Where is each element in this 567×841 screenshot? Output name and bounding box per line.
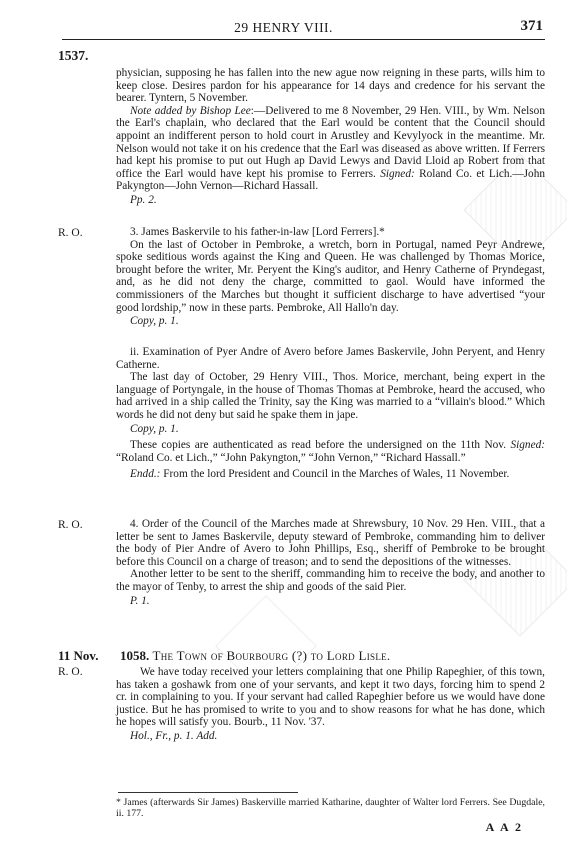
- running-title: 29 HENRY VIII.: [234, 20, 333, 35]
- item-paragraph: On the last of October in Pembroke, a wretch, born in Portugal, named Peyr Andrewe, spoke seditious words against the King and Queen. He was challenged by Thomas Morice, brought before the writer, Mr. Peryent the King's auditor, and Henry Catherne of Pryndegast, and, as he did not deny the charge, committed to gaol. Would have informed the commissioners of the Marches but thought it sufficient discharge to have advertised “your good lordship,” now in these parts. Pembroke, All Hallo'n day.: [116, 238, 545, 314]
- note-label: Note added by Bishop Lee: [130, 104, 251, 117]
- item-heading: 3. James Baskervile to his father-in-law [Lord Ferrers].*: [130, 226, 385, 238]
- signature-mark: A A 2: [485, 820, 523, 834]
- page-number: 371: [520, 18, 543, 34]
- entry-heading: [58, 648, 390, 664]
- holograph-note: Hol., Fr., p. 1. Add.: [130, 729, 218, 742]
- entry-title: The Town of Bourbourg (?) to Lord Lisle.: [152, 648, 391, 663]
- entry-number: 1058.: [120, 648, 150, 663]
- margin-ref: R. O.: [58, 666, 83, 678]
- entry-item-3: [116, 226, 545, 328]
- entry-continuation: [116, 67, 545, 207]
- margin-ref: R. O.: [58, 227, 83, 239]
- letter-paragraph: We have today received your letters complaining that one Philip Rapeghier, of this town, has taken a goshawk from one of your servants, and kept it two days, forcing him to spend 2 cr. in complaining to you. If your servant had called Rapeghier before us we would have done justice. But he has promised to write to you and to show reasons for what he has done, which he hopes will satisfy you. Bourb., 11 Nov. '37.: [116, 666, 545, 729]
- endorsement-note: [116, 468, 545, 481]
- pages-note: Pp. 2.: [130, 193, 157, 206]
- copy-note: Copy, p. 1.: [130, 422, 179, 435]
- signed-names: Roland Co. et Lich.—John Pakyngton—John Vernon—Richard Hassall.: [116, 167, 545, 193]
- item-paragraph: The last day of October, 29 Henry VIII., Thos. Morice, merchant, being expert in the language of Portyngale, in the house of Thomas Thomas at Pembroke, heard the accused, who had arrived in a ship called the Trinity, say the King was married to a “villain's blood.” Which words he did not deny but said he spake them in jape.: [116, 371, 545, 421]
- entry-date: 11 Nov.: [58, 648, 99, 663]
- footnote: * James (afterwards Sir James) Baskerville married Katharine, daughter of Walter lord Ferrers. See Dugdale, ii. 177.: [116, 797, 545, 819]
- authentication-note: These copies are authenticated as read before the undersigned on the 11th Nov. Signed: “Roland Co. et Lich.,” “John Pakyngton,” “John Vernon,” “Richard Hassall.”: [116, 439, 545, 464]
- continuation-paragraph: physician, supposing he has fallen into the new ague now reigning in these parts, wills him to keep close. Desires pardon for his appearance for 14 days and credence for his servant the bearer. Tyntern, 5 November.: [116, 67, 545, 105]
- footnote-rule: [118, 792, 298, 793]
- entry-item-4: [116, 518, 545, 607]
- margin-ref: R. O.: [58, 519, 83, 531]
- signed-names: “Roland Co. et Lich.,” “John Pakyngton,” “John Vernon,” “Richard Hassall.”: [116, 451, 466, 464]
- entry-1058-body: [116, 666, 545, 743]
- endd-label: Endd.:: [130, 468, 161, 481]
- signed-label: Signed:: [510, 439, 545, 452]
- pages-note: P. 1.: [130, 594, 150, 607]
- item-heading: ii. Examination of Pyer Andre of Avero before James Baskervile, John Peryent, and Henry Catherne.: [116, 346, 545, 371]
- year-label: 1537.: [58, 48, 89, 63]
- entry-item-ii: [116, 346, 545, 481]
- copy-note: Copy, p. 1.: [130, 315, 179, 328]
- note-text: :—Delivered to me 8 November, 29 Hen. VIII., by Wm. Nelson the Earl's chaplain, who declared that the Earl would be content that the Council should appoint an indifferent person to hold court in Arustley and Kevylyock in the meantime. Mr. Nelson would not take it on his credence that the Earl was diseased as above written. If Ferrers had kept his promise to put out Hugh ap David Lewys and David Lloid ap Robert from that office the Earl would have kept his promise to Ferrers.: [116, 104, 545, 180]
- endd-text: From the lord President and Council in the Marches of Wales, 11 November.: [163, 468, 510, 481]
- signed-label: Signed:: [380, 167, 415, 180]
- item-paragraph: Another letter to be sent to the sheriff, commanding him to receive the body, and another to the mayor of Tenby, to arrest the ship and goods of the said Pier.: [116, 568, 545, 593]
- item-paragraph: 4. Order of the Council of the Marches made at Shrewsbury, 10 Nov. 29 Hen. VIII., that a letter be sent to James Baskervile, deputy steward of Pembroke, commanding him to deliver the body of Pier Andre of Avero to John Phillips, Esq., sheriff of Pembroke to be brought before this Council on a charge of treason; and to send the depositions of the witnesses.: [116, 518, 545, 568]
- bishop-note: [116, 105, 545, 193]
- header-rule: [62, 39, 545, 40]
